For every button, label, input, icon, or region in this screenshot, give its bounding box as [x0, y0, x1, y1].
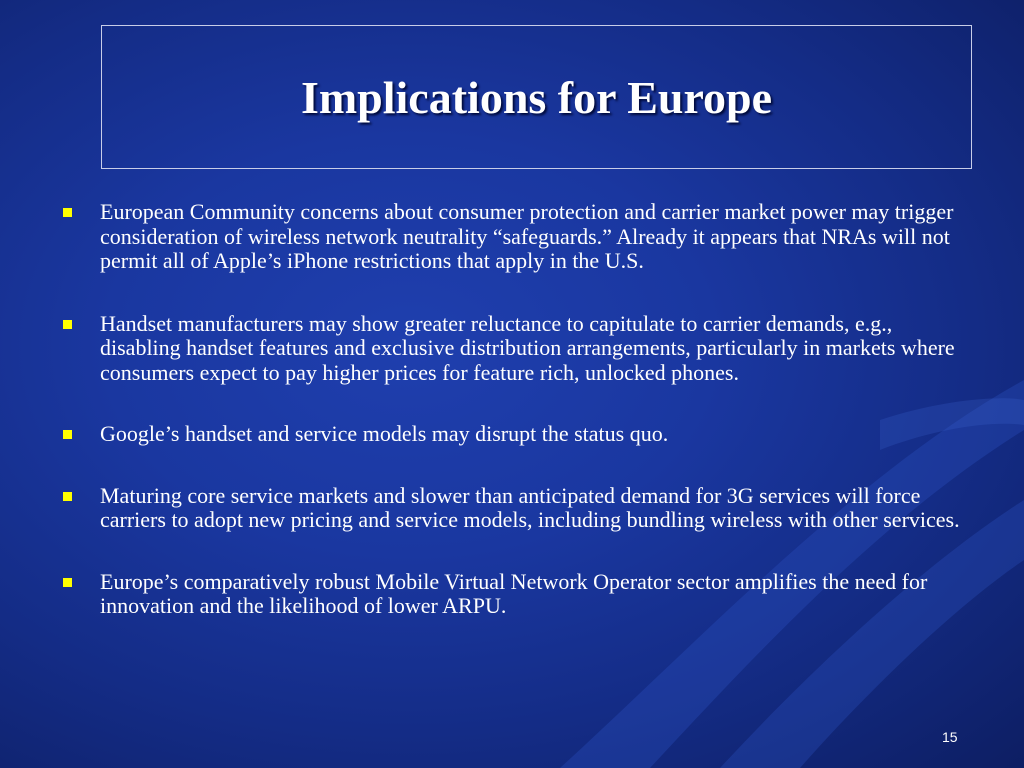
title-box	[101, 25, 972, 169]
slide-title: Implications for Europe	[300, 71, 773, 123]
square-bullet-icon	[63, 492, 72, 501]
bullet-text: Google’s handset and service models may disrupt the status quo.	[100, 421, 669, 446]
bullet-list	[60, 200, 965, 619]
page-number: 15	[942, 729, 958, 745]
square-bullet-icon	[63, 578, 72, 587]
bullet-item	[60, 570, 965, 619]
square-bullet-icon	[63, 320, 72, 329]
bullet-text: Europe’s comparatively robust Mobile Virtual Network Operator sector amplifies the need for innovation and the likelihood of lower ARPU.	[100, 568, 928, 618]
square-bullet-icon	[63, 430, 72, 439]
bullet-text: Maturing core service markets and slower than anticipated demand for 3G services will force carriers to adopt new pricing and service models, including bundling wireless with other services.	[100, 482, 960, 532]
bullet-item	[60, 484, 965, 533]
square-bullet-icon	[63, 208, 72, 217]
bullet-item	[60, 312, 965, 386]
bullet-text: European Community concerns about consumer protection and carrier market power may trigger consideration of wireless network neutrality “safeguards.” Already it appears that NRAs will not permit all of Apple’s iPhone restrictions that apply in the U.S.	[100, 199, 954, 273]
bullet-item	[60, 422, 965, 447]
bullet-text: Handset manufacturers may show greater reluctance to capitulate to carrier demands, e.g., disabling handset features and exclusive distribution arrangements, particularly in markets where consumers expect to pay higher prices for feature rich, unlocked phones.	[100, 310, 955, 385]
bullet-item	[60, 200, 965, 274]
